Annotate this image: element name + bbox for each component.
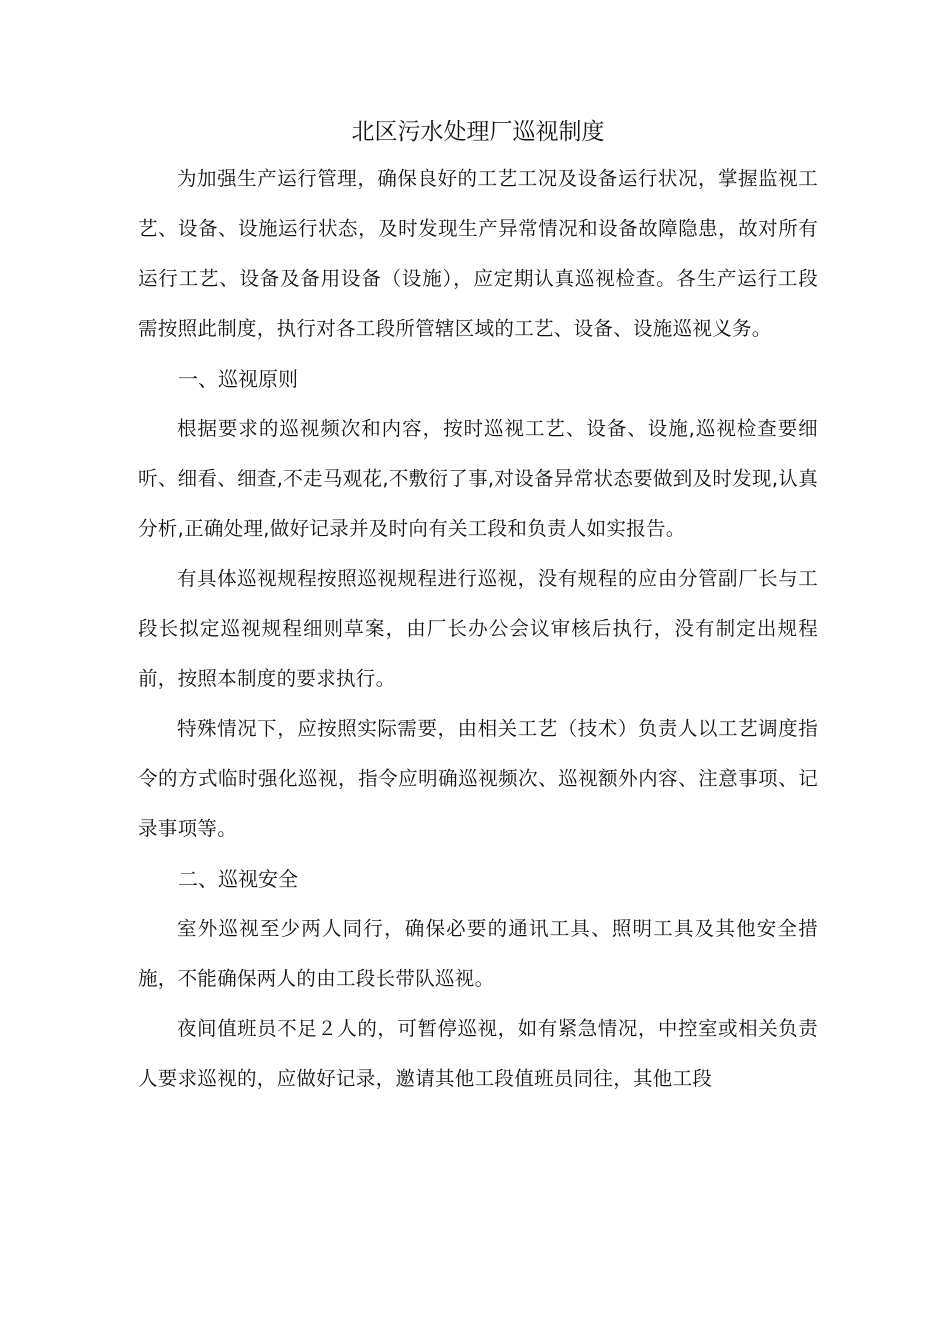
principles-paragraph-3: 特殊情况下，应按照实际需要，由相关工艺（技术）负责人以工艺调度指令的方式临时强化巡视，指令应明确巡视频次、巡视额外内容、注意事项、记录事项等。 bbox=[138, 717, 818, 840]
safety-paragraph-2: 夜间值班员不足２人的，可暂停巡视，如有紧急情况，中控室或相关负责人要求巡视的，应做好记录，邀请其他工段值班员同往，其他工段 bbox=[138, 1017, 818, 1090]
intro-paragraph: 为加强生产运行管理，确保良好的工艺工况及设备运行状况，掌握监视工艺、设备、设施运行状态，及时发现生产异常情况和设备故障隐患，故对所有运行工艺、设备及备用设备（设施），应定期认真巡视检查。各生产运行工段需按照此制度，执行对各工段所管辖区域的工艺、设备、设施巡视义务。 bbox=[138, 167, 818, 340]
safety-paragraph-1: 室外巡视至少两人同行，确保必要的通讯工具、照明工具及其他安全措施，不能确保两人的由工段长带队巡视。 bbox=[138, 917, 818, 990]
document-page bbox=[138, 110, 818, 1104]
principles-paragraph-1: 根据要求的巡视频次和内容，按时巡视工艺、设备、设施,巡视检查要细听、细看、细查,不走马观花,不敷衍了事,对设备异常状态要做到及时发现,认真分析,正确处理,做好记录并及时向有关工段和负责人如实报告。 bbox=[138, 417, 818, 540]
section-heading-principles: 一、巡视原则 bbox=[178, 367, 298, 391]
document-title: 北区污水处理厂巡视制度 bbox=[351, 119, 605, 145]
section-heading-safety: 二、巡视安全 bbox=[178, 867, 298, 891]
principles-paragraph-2: 有具体巡视规程按照巡视规程进行巡视，没有规程的应由分管副厂长与工段长拟定巡视规程细则草案，由厂长办公会议审核后执行，没有制定出规程前，按照本制度的要求执行。 bbox=[138, 567, 818, 690]
